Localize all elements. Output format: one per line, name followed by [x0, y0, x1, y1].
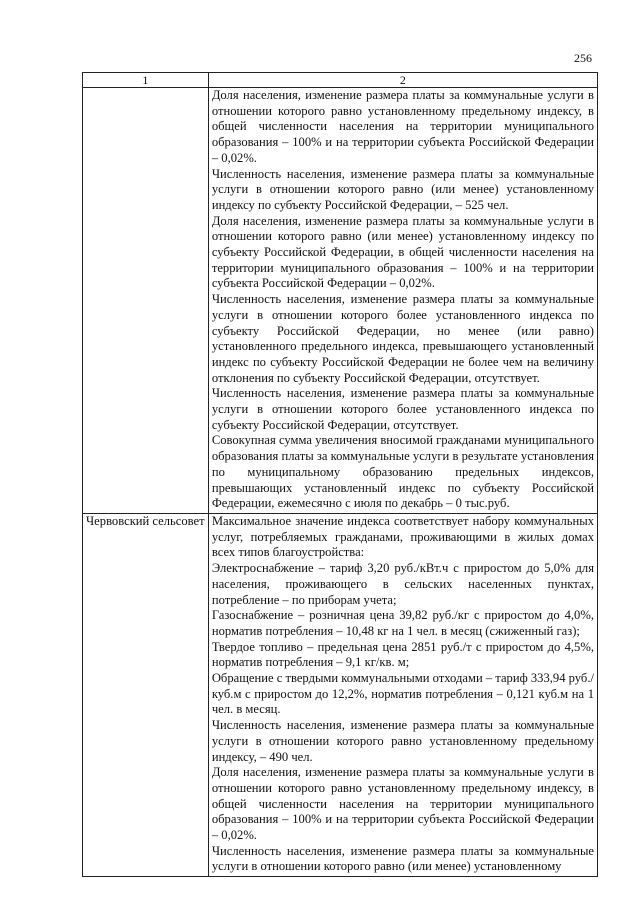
paragraph: Максимальное значение индекса соответствует набору коммунальных услуг, потребляемых гражданами, проживающими в жилых домах всех типов благоустройства:: [211, 513, 594, 560]
paragraph: Электроснабжение – тариф 3,20 руб./кВт.ч с приростом до 5,0% для населения, проживающего в сельских населенных пунктах, потребление – по приборам учета;: [211, 561, 594, 607]
column-header-1: 1: [83, 73, 209, 88]
paragraph: Совокупная сумма увеличения вносимой гражданами муниципального образования платы за коммунальные услуги в результате установления по муниципальному образованию предельных индексов, превышающих установленный индекс по субъекту Российской Федерации, ежемесячно с июля по декабрь – 0 тыс.руб.: [211, 433, 594, 511]
paragraph: Численность населения, изменение размера платы за коммунальные услуги в отношении которого более установленного индекса по субъекту Российской Федерации, но менее (или равно) установленного предельного индекса, превышающего установленный индекс по субъекту Российской Федерации не более чем на величину отклонения по субъекту Российской Федерации, отсутствует.: [211, 292, 594, 385]
paragraph: Доля населения, изменение размера платы за коммунальные услуги в отношении которого равно (или менее) установленному индексу по субъекту Российской Федерации, в общей численности населения на территории муниципального образования – 100% и на территории субъекта Российской Федерации – 0,02%.: [211, 213, 594, 291]
page-number: 256: [574, 51, 592, 65]
municipality-name: Червовский сельсовет: [83, 513, 209, 876]
table-row: [83, 88, 598, 514]
paragraph: Твердое топливо – предельная цена 2851 руб./т с приростом до 4,5%, норматив потребления – 9,1 кг/кв. м;: [211, 639, 594, 670]
row-description: [208, 88, 597, 514]
municipality-name: [83, 88, 209, 514]
table-header-row: [83, 73, 598, 88]
paragraph: Доля населения, изменение размера платы за коммунальные услуги в отношении которого равно установленному предельному индексу, в общей численности населения на территории муниципального образования – 100% и на территории субъекта Российской Федерации – 0,02%.: [211, 88, 594, 165]
row-description: [208, 513, 597, 876]
column-header-2: 2: [208, 73, 597, 88]
paragraph: Газоснабжение – розничная цена 39,82 руб./кг с приростом до 4,0%, норматив потребления – 10,48 кг на 1 чел. в месяц (сжиженный газ);: [211, 608, 594, 638]
paragraph: Численность населения, изменение размера платы за коммунальные услуги в отношении которого более установленного индекса по субъекту Российской Федерации, отсутствует.: [211, 386, 594, 432]
document-table: [82, 72, 598, 877]
paragraph: Численность населения, изменение размера платы за коммунальные услуги в отношении которого равно установленному предельному индексу, – 490 чел.: [211, 718, 594, 764]
table-row: [83, 513, 598, 876]
paragraph: Обращение с твердыми коммунальными отходами – тариф 333,94 руб./куб.м с приростом до 12,2%, норматив потребления – 0,121 куб.м на 1 чел. в месяц.: [211, 671, 594, 717]
paragraph: Численность населения, изменение размера платы за коммунальные услуги в отношении которого равно (или менее) установленному индексу по субъекту Российской Федерации, – 525 чел.: [211, 166, 594, 212]
paragraph: Доля населения, изменение размера платы за коммунальные услуги в отношении которого равно установленному предельному индексу, в общей численности населения на территории муниципального образования – 100% и на территории субъекта Российской Федерации – 0,02%.: [211, 765, 594, 843]
paragraph: Численность населения, изменение размера платы за коммунальные услуги в отношении которого равно (или менее) установленному: [211, 843, 594, 874]
